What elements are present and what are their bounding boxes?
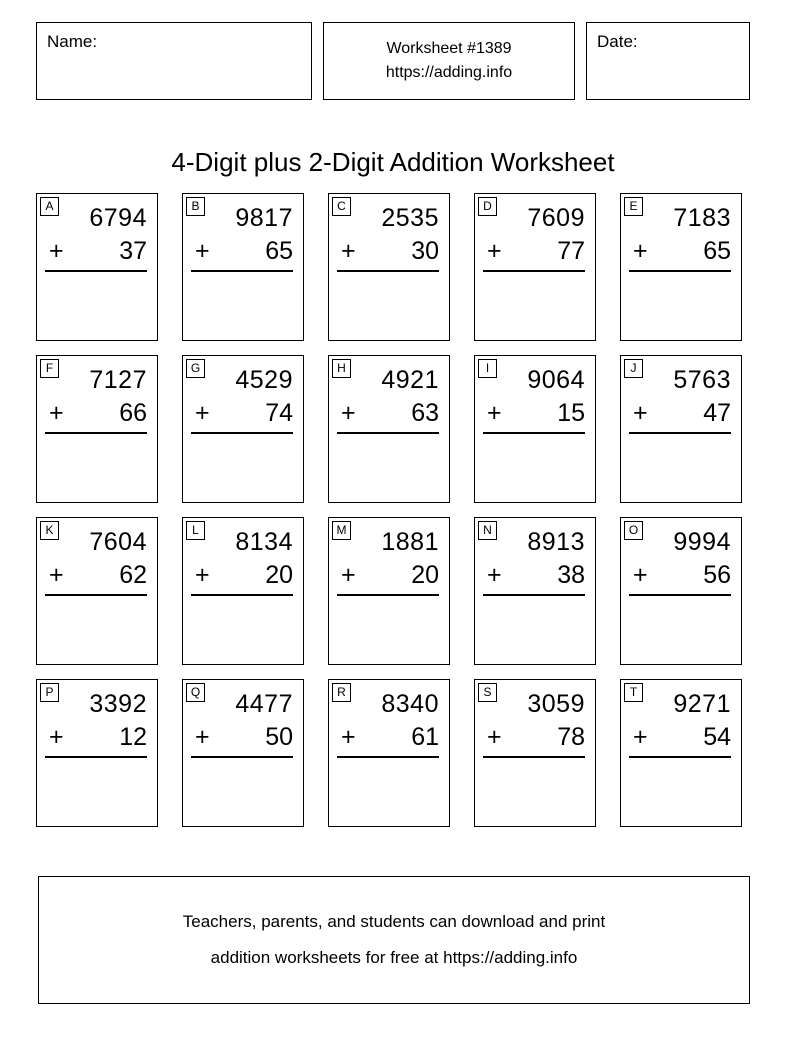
problem-body bbox=[337, 526, 439, 596]
problem-grid bbox=[36, 193, 750, 841]
second-addend: 74 bbox=[265, 399, 293, 427]
second-addend: 66 bbox=[119, 399, 147, 427]
second-addend-row bbox=[45, 721, 147, 754]
second-addend-row bbox=[337, 721, 439, 754]
plus-operator: + bbox=[341, 399, 356, 427]
problem-tag: M bbox=[332, 521, 351, 540]
first-addend: 7604 bbox=[89, 528, 147, 556]
second-addend-row bbox=[483, 559, 585, 592]
second-addend-row bbox=[191, 559, 293, 592]
answer-rule bbox=[337, 756, 439, 758]
problem-body bbox=[483, 202, 585, 272]
problem-body bbox=[483, 364, 585, 434]
first-addend: 1881 bbox=[381, 528, 439, 556]
answer-rule bbox=[191, 594, 293, 596]
second-addend-row bbox=[191, 397, 293, 430]
problem-body bbox=[483, 526, 585, 596]
answer-rule bbox=[45, 594, 147, 596]
footer-line-2: addition worksheets for free at https://adding.info bbox=[210, 948, 578, 967]
first-addend: 3059 bbox=[527, 690, 585, 718]
second-addend-row bbox=[337, 559, 439, 592]
problem-body bbox=[629, 688, 731, 758]
problem-tag: H bbox=[332, 359, 351, 378]
problem-tag: T bbox=[624, 683, 643, 702]
problem-tag: C bbox=[332, 197, 351, 216]
second-addend: 78 bbox=[557, 723, 585, 751]
problem-tag: J bbox=[624, 359, 643, 378]
problem-body bbox=[337, 202, 439, 272]
first-addend: 9271 bbox=[673, 690, 731, 718]
plus-operator: + bbox=[341, 237, 356, 265]
problem-cell[interactable] bbox=[182, 679, 304, 827]
answer-rule bbox=[483, 270, 585, 272]
problem-tag: D bbox=[478, 197, 497, 216]
answer-rule bbox=[45, 432, 147, 434]
first-addend: 3392 bbox=[89, 690, 147, 718]
answer-rule bbox=[337, 270, 439, 272]
problem-body bbox=[191, 526, 293, 596]
problem-cell[interactable] bbox=[182, 355, 304, 503]
second-addend: 38 bbox=[557, 561, 585, 589]
plus-operator: + bbox=[633, 399, 648, 427]
name-field-box[interactable] bbox=[36, 22, 312, 100]
problem-body bbox=[45, 688, 147, 758]
problem-cell[interactable] bbox=[328, 679, 450, 827]
problem-body bbox=[45, 364, 147, 434]
second-addend: 65 bbox=[265, 237, 293, 265]
answer-rule bbox=[483, 594, 585, 596]
answer-rule bbox=[191, 270, 293, 272]
plus-operator: + bbox=[195, 723, 210, 751]
date-field-box[interactable] bbox=[586, 22, 750, 100]
second-addend: 61 bbox=[411, 723, 439, 751]
problem-tag: R bbox=[332, 683, 351, 702]
plus-operator: + bbox=[487, 399, 502, 427]
problem-cell[interactable] bbox=[328, 355, 450, 503]
answer-rule bbox=[191, 432, 293, 434]
problem-cell[interactable] bbox=[36, 193, 158, 341]
first-addend: 8134 bbox=[235, 528, 293, 556]
second-addend-row bbox=[337, 397, 439, 430]
worksheet-info-box bbox=[323, 22, 575, 100]
answer-rule bbox=[191, 756, 293, 758]
problem-cell[interactable] bbox=[36, 355, 158, 503]
first-addend: 7609 bbox=[527, 204, 585, 232]
problem-body bbox=[45, 526, 147, 596]
plus-operator: + bbox=[49, 237, 64, 265]
second-addend: 62 bbox=[119, 561, 147, 589]
problem-body bbox=[337, 364, 439, 434]
problem-cell[interactable] bbox=[474, 517, 596, 665]
plus-operator: + bbox=[633, 723, 648, 751]
footer-box bbox=[38, 876, 750, 1004]
second-addend-row bbox=[483, 721, 585, 754]
problem-cell[interactable] bbox=[328, 193, 450, 341]
first-addend: 2535 bbox=[381, 204, 439, 232]
plus-operator: + bbox=[341, 561, 356, 589]
answer-rule bbox=[629, 432, 731, 434]
answer-rule bbox=[45, 756, 147, 758]
answer-rule bbox=[629, 594, 731, 596]
second-addend-row bbox=[629, 559, 731, 592]
second-addend: 30 bbox=[411, 237, 439, 265]
first-addend: 7127 bbox=[89, 366, 147, 394]
problem-row bbox=[36, 679, 750, 827]
second-addend-row bbox=[629, 235, 731, 268]
problem-body bbox=[629, 202, 731, 272]
problem-tag: G bbox=[186, 359, 205, 378]
problem-row bbox=[36, 193, 750, 341]
problem-body bbox=[629, 364, 731, 434]
problem-cell[interactable] bbox=[474, 193, 596, 341]
second-addend-row bbox=[45, 397, 147, 430]
problem-body bbox=[629, 526, 731, 596]
first-addend: 4529 bbox=[235, 366, 293, 394]
first-addend: 8913 bbox=[527, 528, 585, 556]
footer-line-1: Teachers, parents, and students can download and print bbox=[182, 912, 606, 931]
problem-body bbox=[45, 202, 147, 272]
problem-tag: E bbox=[624, 197, 643, 216]
answer-rule bbox=[483, 432, 585, 434]
problem-tag: L bbox=[186, 521, 205, 540]
second-addend-row bbox=[191, 235, 293, 268]
plus-operator: + bbox=[195, 561, 210, 589]
problem-tag: N bbox=[478, 521, 497, 540]
problem-body bbox=[191, 202, 293, 272]
second-addend: 56 bbox=[703, 561, 731, 589]
problem-tag: I bbox=[478, 359, 497, 378]
plus-operator: + bbox=[341, 723, 356, 751]
plus-operator: + bbox=[487, 237, 502, 265]
problem-tag: Q bbox=[186, 683, 205, 702]
answer-rule bbox=[45, 270, 147, 272]
second-addend-row bbox=[337, 235, 439, 268]
first-addend: 8340 bbox=[381, 690, 439, 718]
second-addend-row bbox=[45, 559, 147, 592]
plus-operator: + bbox=[49, 399, 64, 427]
first-addend: 4921 bbox=[381, 366, 439, 394]
first-addend: 9817 bbox=[235, 204, 293, 232]
second-addend: 20 bbox=[265, 561, 293, 589]
problem-cell[interactable] bbox=[182, 193, 304, 341]
problem-tag: F bbox=[40, 359, 59, 378]
first-addend: 5763 bbox=[673, 366, 731, 394]
plus-operator: + bbox=[487, 723, 502, 751]
problem-body bbox=[191, 688, 293, 758]
problem-cell[interactable] bbox=[620, 193, 742, 341]
answer-rule bbox=[629, 756, 731, 758]
answer-rule bbox=[629, 270, 731, 272]
first-addend: 7183 bbox=[673, 204, 731, 232]
problem-cell[interactable] bbox=[36, 517, 158, 665]
problem-body bbox=[337, 688, 439, 758]
problem-cell[interactable] bbox=[620, 679, 742, 827]
second-addend: 50 bbox=[265, 723, 293, 751]
second-addend: 65 bbox=[703, 237, 731, 265]
second-addend: 77 bbox=[557, 237, 585, 265]
plus-operator: + bbox=[633, 561, 648, 589]
problem-tag: O bbox=[624, 521, 643, 540]
second-addend-row bbox=[483, 397, 585, 430]
name-label: Name: bbox=[47, 32, 98, 51]
problem-cell[interactable] bbox=[474, 679, 596, 827]
second-addend: 54 bbox=[703, 723, 731, 751]
plus-operator: + bbox=[487, 561, 502, 589]
problem-cell[interactable] bbox=[182, 517, 304, 665]
answer-rule bbox=[337, 432, 439, 434]
page-title: 4-Digit plus 2-Digit Addition Worksheet bbox=[171, 147, 615, 178]
problem-cell[interactable] bbox=[474, 355, 596, 503]
plus-operator: + bbox=[195, 399, 210, 427]
first-addend: 9994 bbox=[673, 528, 731, 556]
problem-row bbox=[36, 517, 750, 665]
second-addend: 15 bbox=[557, 399, 585, 427]
second-addend: 47 bbox=[703, 399, 731, 427]
answer-rule bbox=[337, 594, 439, 596]
problem-body bbox=[483, 688, 585, 758]
plus-operator: + bbox=[49, 561, 64, 589]
problem-row bbox=[36, 355, 750, 503]
problem-cell[interactable] bbox=[36, 679, 158, 827]
second-addend-row bbox=[629, 721, 731, 754]
problem-tag: K bbox=[40, 521, 59, 540]
problem-body bbox=[191, 364, 293, 434]
worksheet-number: Worksheet #1389 bbox=[386, 40, 512, 57]
problem-cell[interactable] bbox=[620, 355, 742, 503]
second-addend: 63 bbox=[411, 399, 439, 427]
second-addend-row bbox=[191, 721, 293, 754]
site-url: https://adding.info bbox=[385, 64, 513, 81]
second-addend: 12 bbox=[119, 723, 147, 751]
plus-operator: + bbox=[195, 237, 210, 265]
second-addend: 20 bbox=[411, 561, 439, 589]
first-addend: 4477 bbox=[235, 690, 293, 718]
first-addend: 6794 bbox=[89, 204, 147, 232]
problem-cell[interactable] bbox=[620, 517, 742, 665]
plus-operator: + bbox=[49, 723, 64, 751]
problem-tag: S bbox=[478, 683, 497, 702]
problem-tag: P bbox=[40, 683, 59, 702]
second-addend-row bbox=[629, 397, 731, 430]
plus-operator: + bbox=[633, 237, 648, 265]
problem-tag: A bbox=[40, 197, 59, 216]
first-addend: 9064 bbox=[527, 366, 585, 394]
header-row bbox=[36, 22, 750, 100]
second-addend: 37 bbox=[119, 237, 147, 265]
problem-cell[interactable] bbox=[328, 517, 450, 665]
second-addend-row bbox=[483, 235, 585, 268]
second-addend-row bbox=[45, 235, 147, 268]
problem-tag: B bbox=[186, 197, 205, 216]
date-label: Date: bbox=[597, 32, 638, 51]
answer-rule bbox=[483, 756, 585, 758]
